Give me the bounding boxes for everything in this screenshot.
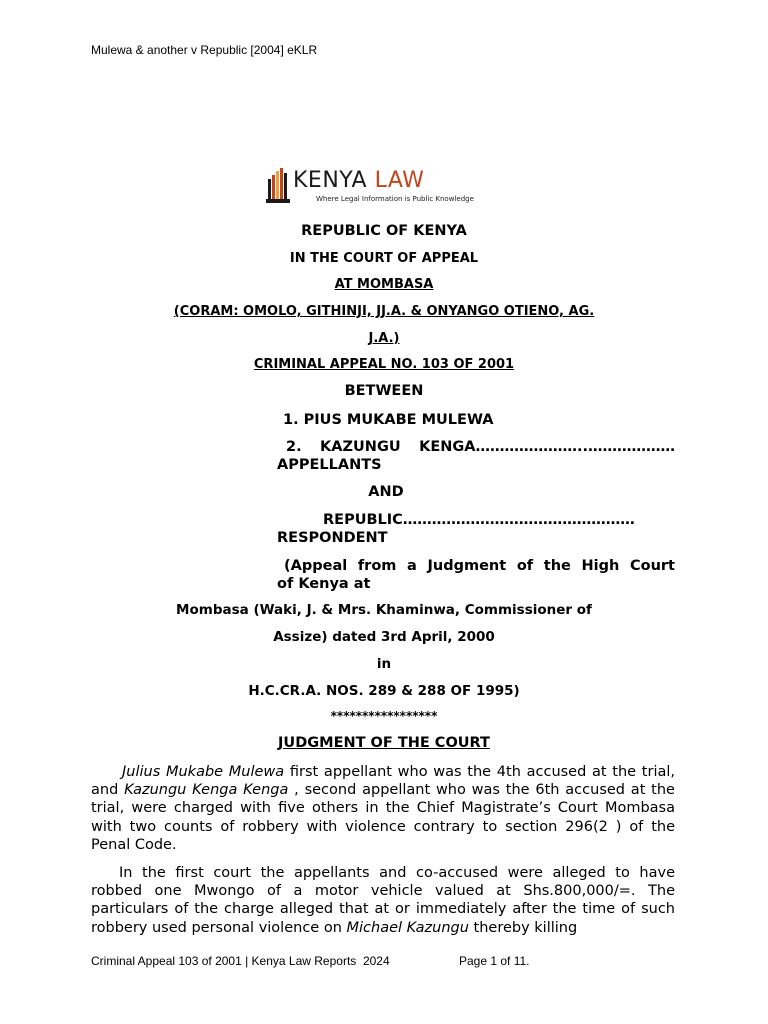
footer-reference: Criminal Appeal 103 of 2001 | Kenya Law Reports 2024 [91,954,390,968]
respondent-block [277,511,675,547]
kenya-law-logo [264,166,474,206]
paragraph-2-text-a: In the first court the appellants and co-accused were alleged to have robbed one Mwongo of a motor vehicle valued at Shs.800,000/=. The particulars of the charge alleged that at or immediately after the time of such robbery used personal violence on [91,865,675,936]
origin-in: in [376,656,392,672]
respondent-label: RESPONDENT [277,530,388,546]
and-heading: AND [368,484,404,500]
respondent: REPUBLIC………………………………………… [323,512,635,528]
place-heading: AT MOMBASA [334,277,434,292]
separator-stars: ***************** [330,709,438,723]
paragraph-2 [91,864,675,937]
kenya-law-logo-emblem-icon [264,166,294,206]
appellant-1-name: Julius Mukabe Mulewa [122,764,285,780]
page-footer [91,954,530,968]
appellant-2-name: Kazungu Kenga Kenga [124,782,289,799]
victim-name: Michael Kazungu [346,919,469,936]
coram-line-1: (CORAM: OMOLO, GITHINJI, JJ.A. & ONYANGO OTIENO, AG. [173,304,595,319]
origin-line-5: H.C.CR.A. NOS. 289 & 288 OF 1995) [248,683,520,699]
appellant-2-block [277,438,675,474]
coram-line-2: J.A.) [368,331,400,346]
paragraph-2-text-b: thereby killing [468,919,578,936]
paragraph-1 [91,763,675,854]
logo-tagline: Where Legal Information is Public Knowledge [316,195,474,203]
origin-line-4: Assize) dated 3rd April, 2000 [273,629,495,645]
origin-line-1: (Appeal from a Judgment of the High Court [284,558,675,574]
origin-block [277,557,675,593]
logo-word-kenya: KENYA [293,168,368,193]
footer-page-number: Page 1 of 11. [459,954,530,968]
court-heading: IN THE COURT OF APPEAL [289,251,479,266]
origin-line-3: Mombasa (Waki, J. & Mrs. Khaminwa, Commissioner of [176,602,592,618]
appellant-2: 2. KAZUNGU KENGA…………………..……………… [286,439,675,455]
running-header: Mulewa & another v Republic [2004] eKLR [91,43,318,57]
paragraph-1-text-b: , second appellant who was the 6th accused at the trial, were charged with five others in the Chief Magistrate’s Court Mombasa with two counts of robbery with violence contrary to section 296(2 ) of the Penal Code. [91,782,675,853]
paragraph-1-text-a: first appellant who was the 4th accused at the trial, and [91,764,675,799]
appellants-label: APPELLANTS [277,457,382,473]
judgment-heading: JUDGMENT OF THE COURT [278,735,490,751]
appellant-1: 1. PIUS MUKABE MULEWA [283,412,494,428]
logo-wordmark [293,168,424,193]
logo-word-law: LAW [374,168,425,193]
appeal-number: CRIMINAL APPEAL NO. 103 OF 2001 [253,357,515,372]
origin-line-2: of Kenya at [277,576,371,592]
between-heading: BETWEEN [344,383,424,399]
republic-heading: REPUBLIC OF KENYA [301,223,467,239]
